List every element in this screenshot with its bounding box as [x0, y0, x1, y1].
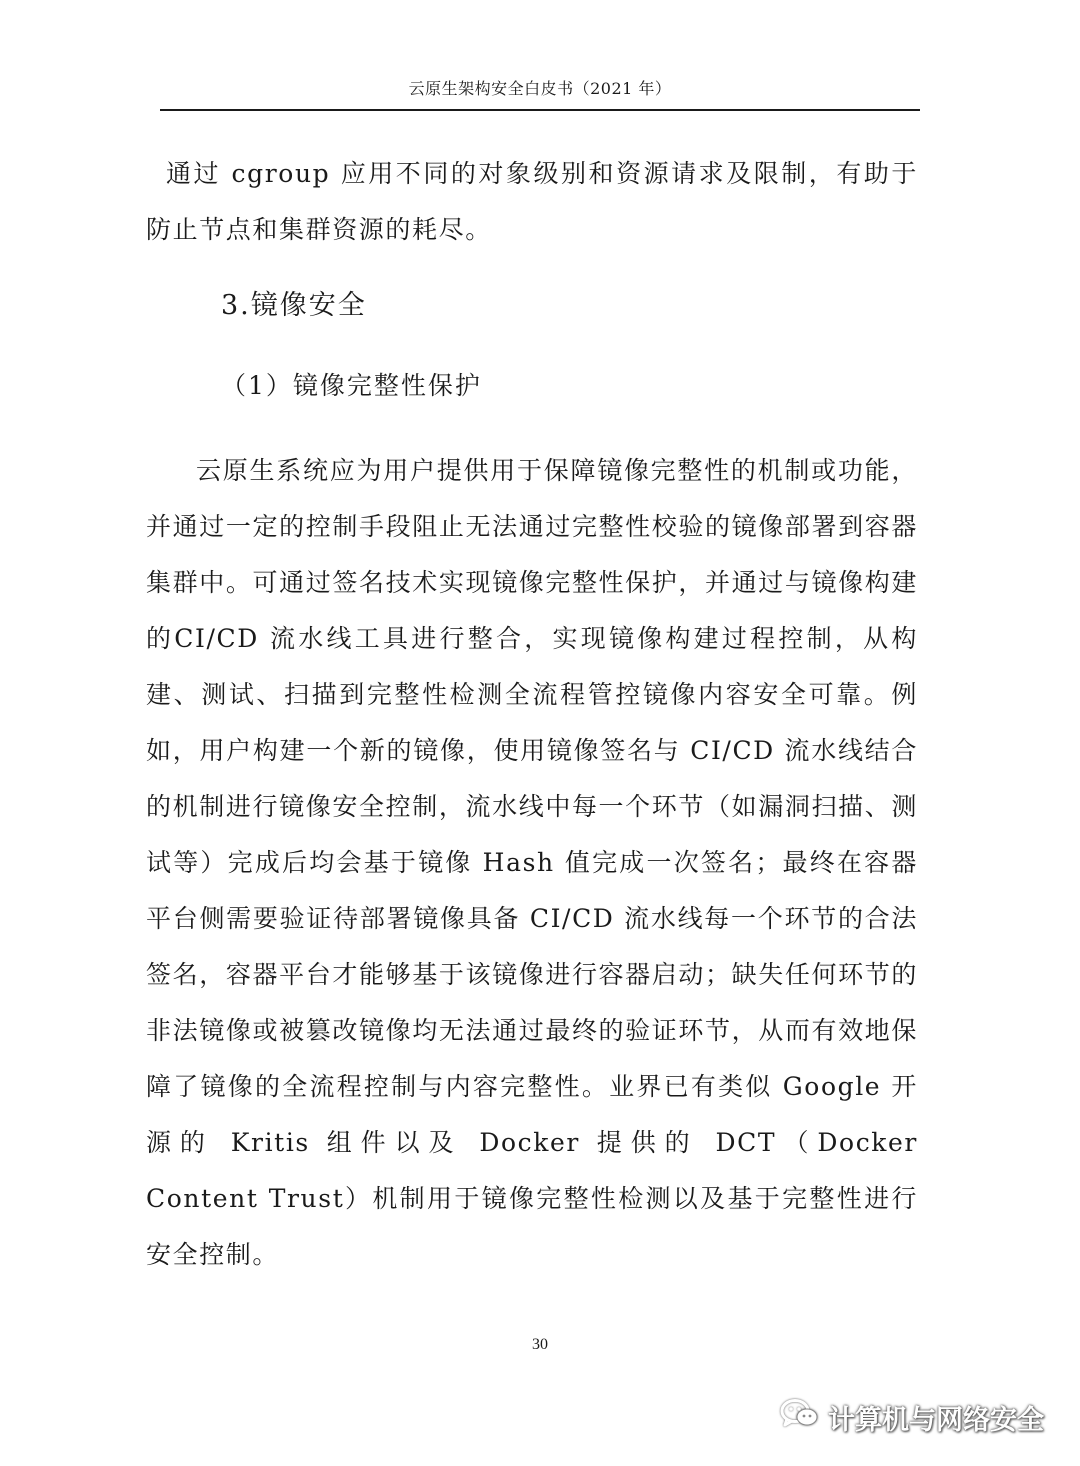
running-header: 云原生架构安全白皮书（2021 年） [408, 79, 672, 98]
section-heading: 3.镜像安全 [221, 290, 367, 321]
subsection-heading: （1）镜像完整性保护 [221, 371, 482, 400]
watermark-text: 计算机与网络安全 [828, 1405, 1044, 1436]
page-number: 30 [532, 1336, 548, 1353]
wechat-icon [780, 1398, 820, 1437]
body-paragraph: 云原生系统应为用户提供用于保障镜像完整性的机制或功能，并通过一定的控制手段阻止无法通过完整性校验的镜像部署到容器集群中。可通过签名技术实现镜像完整性保护，并通过与镜像构建的CI/CD 流水线工具进行整合，实现镜像构建过程控制，从构建、测试、扫描到完整性检测全流程管控镜像内容安全可靠。例如，用户构建一个新的镜像，使用镜像签名与 CI/CD 流水线结合的机制进行镜像安全控制，流水线中每一个环节（如漏洞扫描、测试等）完成后均会基于镜像 Hash 值完成一次签名；最终在容器平台侧需要验证待部署镜像具备 CI/CD 流水线每一个环节的合法签名，容器平台才能够基于该镜像进行容器启动；缺失任何环节的非法镜像或被篡改镜像均无法通过最终的验证环节，从而有效地保障了镜像的全流程控制与内容完整性。业界已有类似 Google 开源的 Kritis 组件以及 Docker 提供的 DCT（Docker Content Trust）机制用于镜像完整性检测以及基于完整性进行安全控制。 [146, 456, 918, 1269]
header-divider [160, 109, 920, 111]
watermark [780, 1398, 1044, 1437]
continuation-paragraph: 通过 cgroup 应用不同的对象级别和资源请求及限制，有助于防止节点和集群资源的耗尽。 [146, 159, 918, 244]
